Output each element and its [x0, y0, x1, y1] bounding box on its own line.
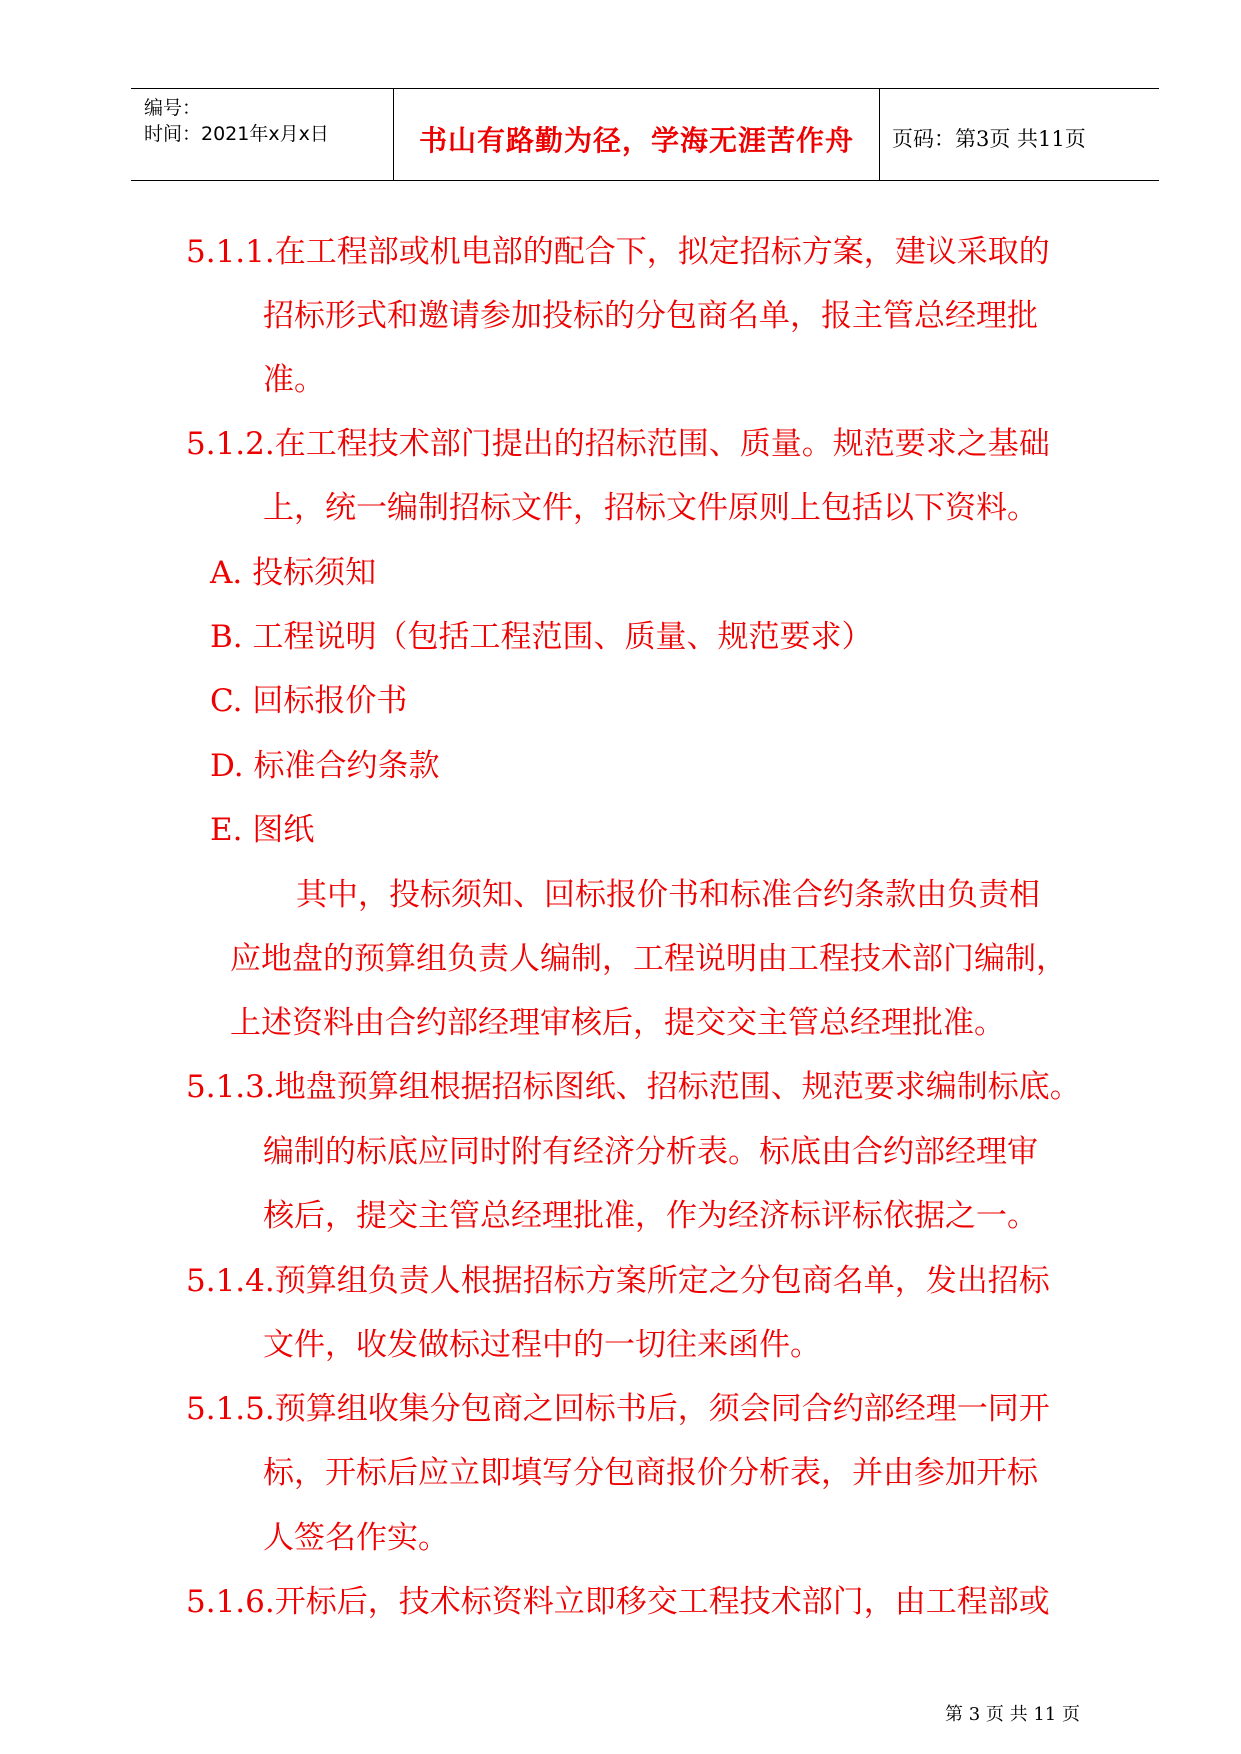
list-item: B. 工程说明（包括工程范围、质量、规范要求） — [210, 619, 873, 655]
body-line: 招标形式和邀请参加投标的分包商名单，报主管总经理批 — [263, 298, 1038, 334]
body-line: 5.1.3.地盘预算组根据招标图纸、招标范围、规范要求编制标底。 — [186, 1069, 1081, 1105]
header-motto: 书山有路勤为径，学海无涯苦作舟 — [418, 124, 854, 157]
document-number-label: 编号： — [144, 97, 202, 119]
body-line: 准。 — [263, 362, 325, 398]
body-line: 标，开标后应立即填写分包商报价分析表，并由参加开标 — [263, 1455, 1038, 1491]
body-line: 人签名作实。 — [263, 1520, 449, 1556]
body-line: 5.1.4.预算组负责人根据招标方案所定之分包商名单，发出招标 — [186, 1263, 1050, 1299]
header-motto-cell — [393, 89, 880, 180]
body-line: 编制的标底应同时附有经济分析表。标底由合约部经理审 — [263, 1134, 1038, 1170]
body-line: 5.1.2.在工程技术部门提出的招标范围、质量。规范要求之基础 — [186, 426, 1050, 462]
page-footer: 第 3 页 共 11 页 — [945, 1704, 1080, 1725]
body-line: 其中，投标须知、回标报价书和标准合约条款由负责相 — [296, 877, 1040, 913]
body-line: 上述资料由合约部经理审核后，提交交主管总经理批准。 — [230, 1005, 1005, 1041]
list-item: D. 标准合约条款 — [210, 748, 440, 784]
list-item: C. 回标报价书 — [210, 683, 408, 719]
document-header — [131, 88, 1159, 181]
header-page-info: 页码：第3页 共11页 — [892, 127, 1086, 151]
list-item: A. 投标须知 — [210, 555, 377, 591]
body-line: 5.1.1.在工程部或机电部的配合下，拟定招标方案，建议采取的 — [186, 234, 1050, 270]
body-line: 应地盘的预算组负责人编制，工程说明由工程技术部门编制， — [230, 941, 1067, 977]
document-time-label: 时间：2021年x月x日 — [144, 123, 329, 145]
header-meta-cell — [131, 89, 393, 180]
list-item: E. 图纸 — [210, 812, 315, 848]
body-line: 5.1.5.预算组收集分包商之回标书后，须会同合约部经理一同开 — [186, 1391, 1050, 1427]
header-page-cell — [880, 89, 1159, 180]
body-line: 核后，提交主管总经理批准，作为经济标评标依据之一。 — [263, 1198, 1038, 1234]
body-line: 5.1.6.开标后，技术标资料立即移交工程技术部门，由工程部或 — [186, 1584, 1050, 1620]
body-line: 文件，收发做标过程中的一切往来函件。 — [263, 1327, 821, 1363]
body-line: 上，统一编制招标文件，招标文件原则上包括以下资料。 — [263, 490, 1038, 526]
